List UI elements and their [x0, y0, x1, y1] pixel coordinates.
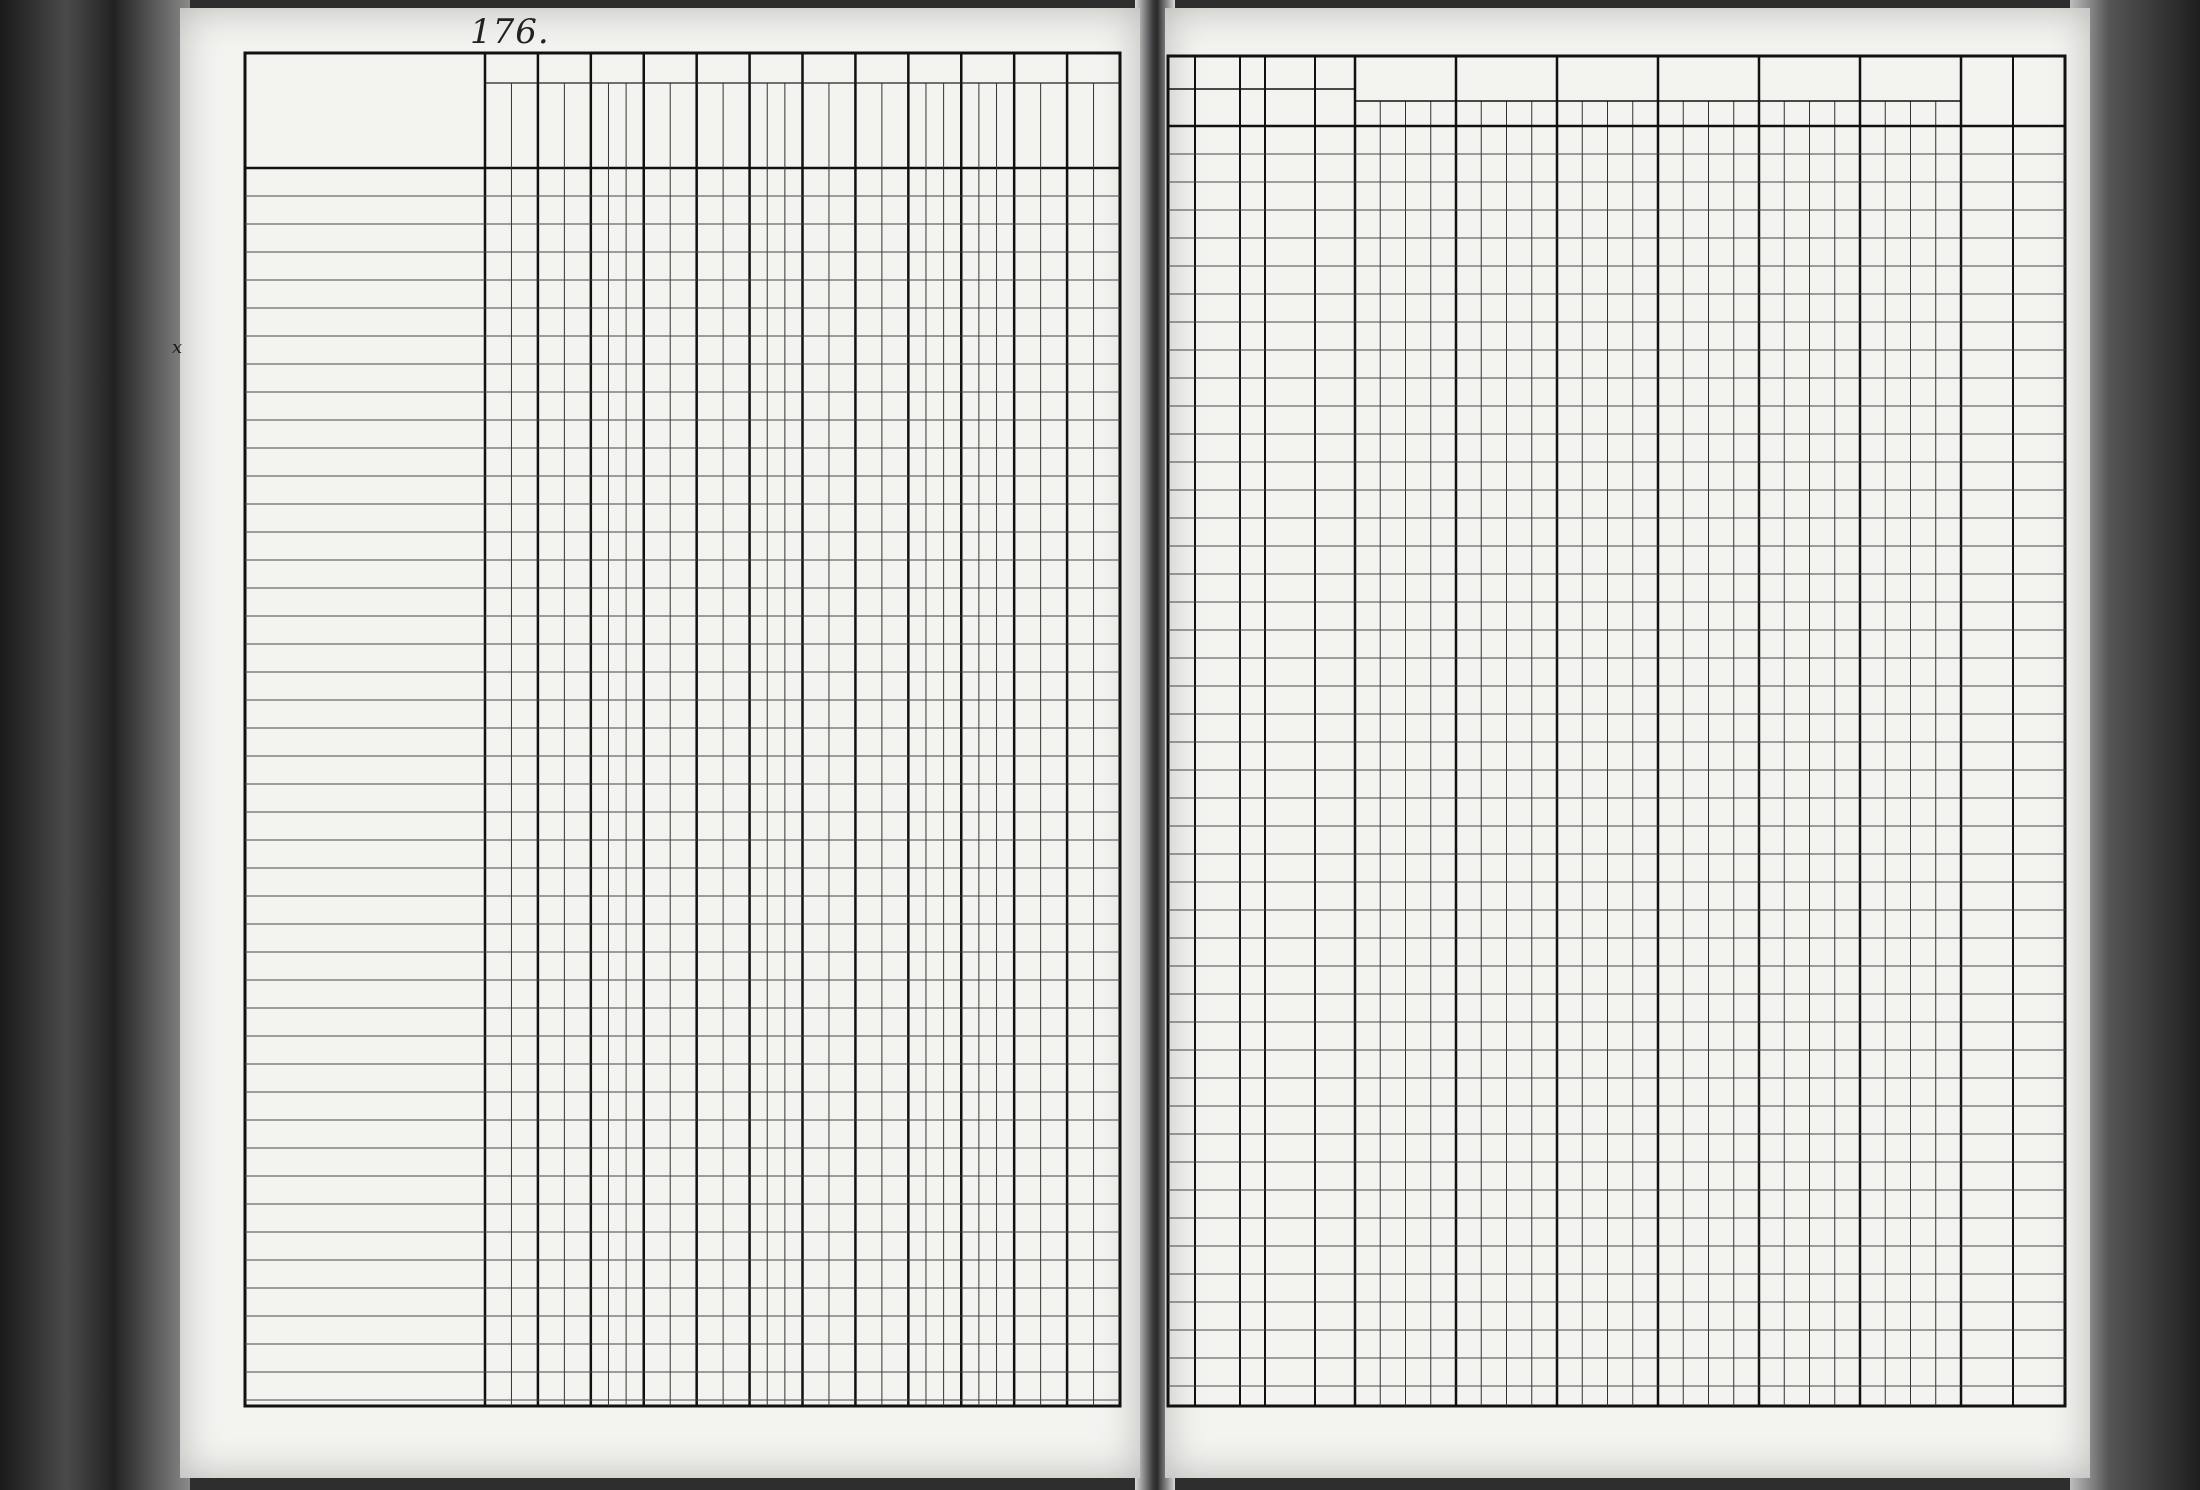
page-number: 176.: [470, 12, 550, 52]
left-register-page: [172, 8, 1140, 1478]
right-register-grid: [1165, 8, 2090, 1478]
left-register-grid: [172, 8, 1140, 1478]
right-register-page: [1165, 8, 2090, 1478]
left-book-binding: [0, 0, 190, 1490]
right-table-frame: [1168, 56, 2065, 1406]
margin-mark: x: [172, 337, 183, 358]
left-table-frame: [245, 53, 1120, 1406]
